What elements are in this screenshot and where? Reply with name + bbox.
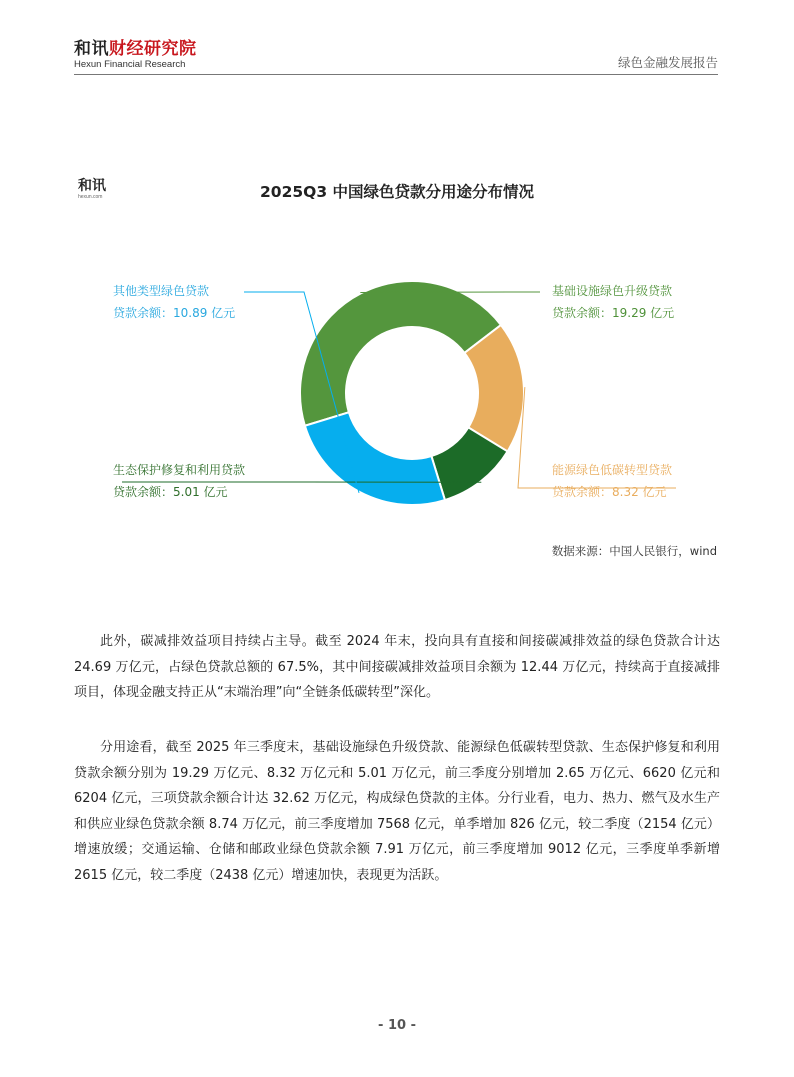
label-infrastructure-value: 贷款余额：19.29 亿元 <box>552 306 675 320</box>
label-ecology <box>113 463 245 499</box>
report-title: 绿色金融发展报告 <box>617 55 718 70</box>
label-infrastructure <box>552 284 674 320</box>
paragraph-1: 此外，碳减排效益项目持续占主导。截至 2024 年末，投向具有直接和间接碳减排效益的绿色贷款合计达 24.69 万亿元，占绿色贷款总额的 67.5%，其中间接碳减排效益项目余额为 12.44 万亿元，持续高于直接减排项目，体现金融支持正从“末端治理”向“全链条低碳转型”深化。 <box>74 634 720 700</box>
label-other <box>113 284 235 320</box>
slice-other <box>305 412 445 505</box>
brand-cn-part2: 财经研究院 <box>109 39 197 59</box>
brand-name-en: Hexun Financial Research <box>74 59 186 70</box>
label-infrastructure-name: 基础设施绿色升级贷款 <box>552 284 673 298</box>
chart-title: 2025Q3 中国绿色贷款分用途分布情况 <box>260 183 534 201</box>
paragraph-2: 分用途看，截至 2025 年三季度末，基础设施绿色升级贷款、能源绿色低碳转型贷款、生态保护修复和利用贷款余额分别为 19.29 万亿元、8.32 万亿元和 5.01 万亿元，前三季度分别增加 2.65 万亿元、6620 亿元和 6204 亿元，三项贷款余额合计达 32.62 万亿元，构成绿色贷款的主体。分行业看，电力、热力、燃气及水生产和供应业绿色贷款余额 8.74 万亿元，前三季度增加 7568 亿元，单季增加 826 亿元，较二季度（2154 亿元）增速放缓；交通运输、仓储和邮政业绿色贷款余额 7.91 万亿元，前三季度增加 9012 亿元，三季度单季新增 2615 亿元，较二季度（2438 亿元）增速加快，表现更为活跃。 <box>74 740 720 883</box>
label-energy <box>552 463 672 499</box>
label-energy-name: 能源绿色低碳转型贷款 <box>552 463 673 477</box>
label-ecology-name: 生态保护修复和利用贷款 <box>113 463 246 477</box>
data-source: 数据来源：中国人民银行，wind <box>551 544 717 558</box>
label-other-name: 其他类型绿色贷款 <box>113 284 210 298</box>
chart-logo-main: 和讯 <box>78 178 106 194</box>
chart-logo-sub: hexun.com <box>78 194 103 200</box>
label-ecology-value: 贷款余额：5.01 亿元 <box>113 485 228 499</box>
label-other-value: 贷款余额：10.89 亿元 <box>113 306 236 320</box>
page-number: - 10 - <box>378 1018 416 1033</box>
label-energy-value: 贷款余额：8.32 亿元 <box>552 485 667 499</box>
brand-cn-part1: 和讯 <box>74 39 109 59</box>
